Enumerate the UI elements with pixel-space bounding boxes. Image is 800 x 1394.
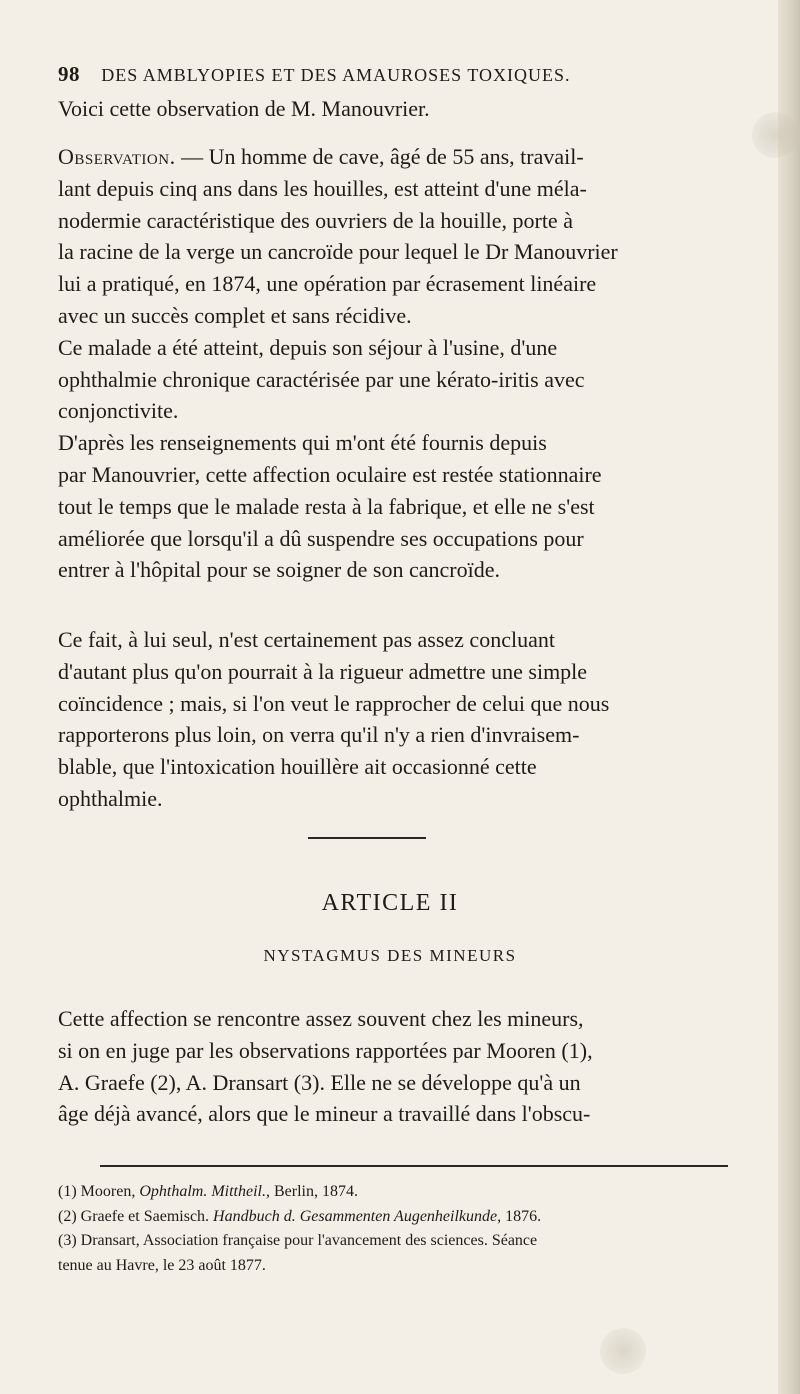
footnote-text: , 1876. [497,1207,542,1225]
article-title: ARTICLE II [321,890,459,916]
paragraph-line: d'autant plus qu'on pourrait à la rigueur admettre une simple [58,658,588,684]
observation-line: avec un succès complet et sans récidive. [58,302,412,328]
paragraph-line: âge déjà avancé, alors que le mineur a travaillé dans l'obscu- [58,1101,591,1127]
observation-line [58,141,744,173]
paragraph-line: A. Graefe (2), A. Dransart (3). Elle ne se développe qu'à un [58,1069,581,1095]
intro-line [58,93,744,125]
observation-line: Ce malade a été atteint, depuis son séjour à l'usine, d'une [58,334,558,360]
footnotes [58,1180,748,1278]
observation-line: entrer à l'hôpital pour se soigner de son cancroïde. [58,557,500,583]
footnote-3-continued: tenue au Havre, le 23 août 1877. [58,1256,266,1274]
footnote-citation-title: Ophthalm. Mittheil. [139,1183,266,1200]
paper-stain [752,112,798,158]
observation-line-text: — Un homme de cave, âgé de 55 ans, travail- [175,144,584,169]
footnote-2 [58,1205,748,1230]
footnote-text: , Berlin, 1874. [265,1183,358,1200]
footnote-3: (3) Dransart, Association française pour l'avancement des sciences. Séance [58,1232,538,1249]
intro-text: Voici cette observation de M. Manouvrier. [58,96,430,121]
paragraph-line: ophthalmie. [58,785,163,811]
observation-lead: Observation. [58,144,176,169]
paragraph-line: Cette affection se rencontre assez souvent chez les mineurs, [58,1006,584,1031]
observation-line: conjonctivite. [58,398,179,424]
observation-line: nodermie caractéristique des ouvriers de la houille, porte à [58,207,573,233]
observation-line: ophthalmie chronique caractérisée par une kérato-iritis avec [58,366,585,392]
footnote-text: (1) Mooren, [58,1183,140,1200]
footnote-divider [100,1165,728,1167]
observation-line: D'après les renseignements qui m'ont été fournis depuis [58,430,547,456]
observation-line: la racine de la verge un cancroïde pour lequel le Dr Manouvrier [58,239,618,265]
paragraph-line: blable, que l'intoxication houillère ait occasionné cette [58,754,537,780]
observation-line: par Manouvrier, cette affection oculaire est restée stationnaire [58,461,602,487]
paper-stain [600,1328,646,1374]
observation-block [58,141,744,586]
running-head-title: DES AMBLYOPIES ET DES AMAUROSES TOXIQUES. [101,65,571,85]
footnote-1 [58,1180,748,1205]
paragraph-line: rapporterons plus loin, on verra qu'il n'y a rien d'invraisem- [58,722,580,748]
article-subtitle: NYSTAGMUS DES MINEURS [263,946,517,965]
observation-line: tout le temps que le malade resta à la fabrique, et elle ne s'est [58,493,595,519]
footnote-text: (2) Graefe et Saemisch. [58,1207,214,1225]
running-head [58,62,758,87]
observation-line: améliorée que lorsqu'il a dû suspendre ses occupations pour [58,525,584,551]
observation-line: lant depuis cinq ans dans les houilles, est atteint d'une méla- [58,175,587,201]
footnote-citation-title: Handbuch d. Gesammenten Augenheilkunde [213,1207,498,1225]
paragraph-conclusion [58,624,744,815]
observation-line: lui a pratiqué, en 1874, une opération par écrasement linéaire [58,271,597,297]
paragraph-nystagmus [58,1003,744,1130]
page-edge-shadow [778,0,800,1394]
page-number: 98 [58,62,80,86]
paragraph-line: si on en juge par les observations rapportées par Mooren (1), [58,1037,593,1063]
paragraph-line: coïncidence ; mais, si l'on veut le rapprocher de celui que nous [58,690,610,716]
section-divider [308,837,426,839]
paragraph-line: Ce fait, à lui seul, n'est certainement pas assez concluant [58,627,555,652]
